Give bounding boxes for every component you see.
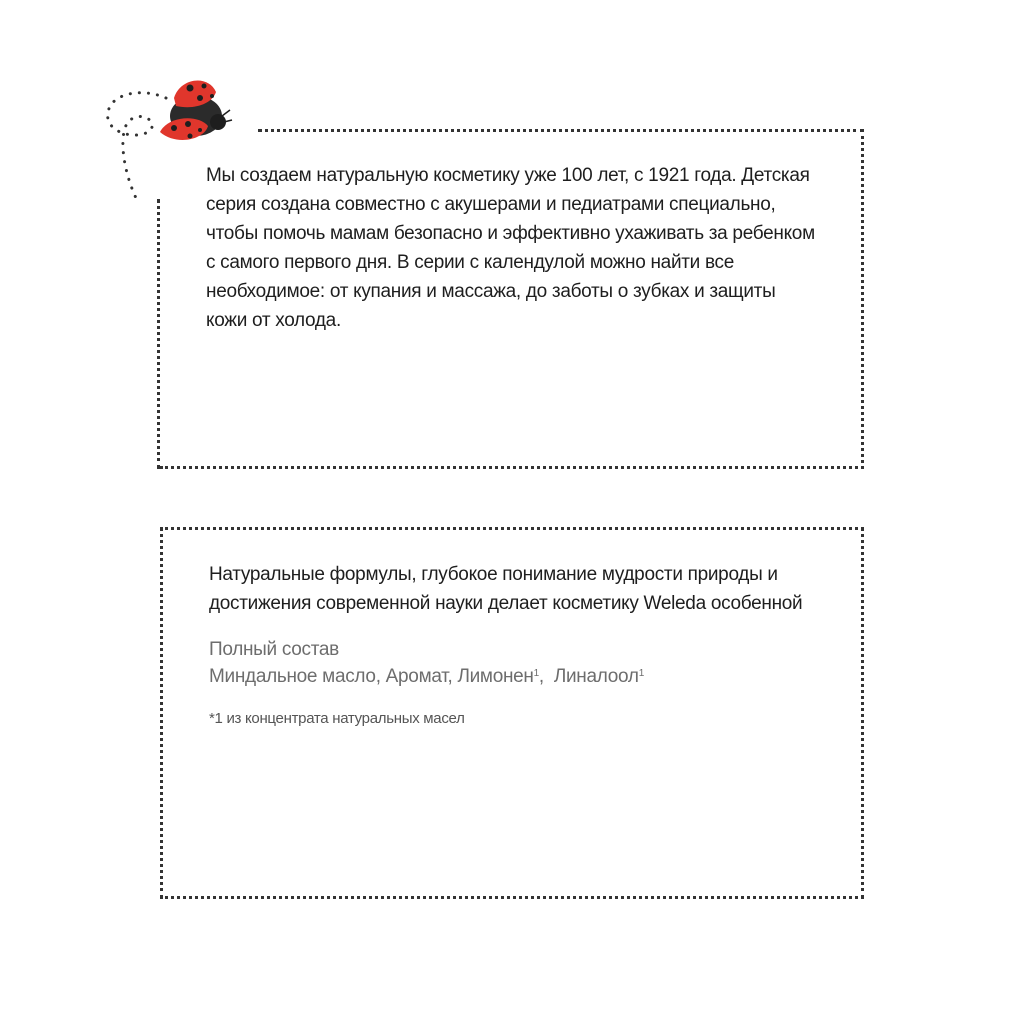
left-dotted-border xyxy=(157,199,160,469)
composition-title: Полный состав xyxy=(209,639,339,660)
intro-text: Мы создаем натуральную косметику уже 100 лет, с 1921 года. Детская серия создана совместно с акушерами и педиатрами специально, чтобы помочь мамам безопасно и эффективно ухаживать за ребенком с самого первого дня. В серии с календулой можно найти все необходимое: от купания и массажа, до заботы о зубках и защиты кожи от холода. xyxy=(206,165,815,331)
tagline-text: Натуральные формулы, глубокое понимание мудрости природы и достижения современной науки делает косметику Weleda особенной xyxy=(209,564,803,614)
ingredients-list: Миндальное масло, Аромат, Лимонен$^1$, Линалоол$^1$ xyxy=(209,666,644,687)
footnote-marker: 1 xyxy=(638,668,644,679)
ingredient: Лимонен xyxy=(457,666,534,687)
details-card xyxy=(160,527,864,899)
ingredient: Аромат xyxy=(385,666,448,687)
footnote-text: *1 из концентрата натуральных масел xyxy=(209,710,465,727)
top-dotted-border xyxy=(258,129,864,132)
footnote-marker: 1 xyxy=(533,668,539,679)
intro-card xyxy=(160,129,864,469)
ingredient: Линалоол xyxy=(553,666,639,687)
ingredient: Миндальное масло xyxy=(209,666,376,687)
